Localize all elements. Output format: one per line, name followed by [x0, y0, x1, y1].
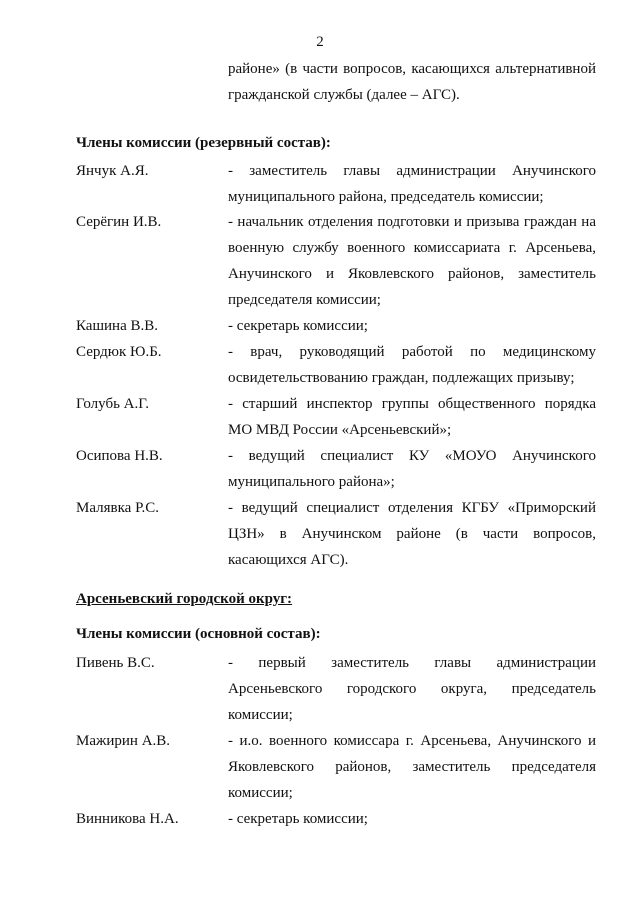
member-role: - секретарь комиссии;	[228, 811, 368, 827]
member-role: - ведущий специалист КУ «МОУО Анучинского муниципального района»;	[228, 448, 596, 490]
member-role: - ведущий специалист отделения КГБУ «Приморский ЦЗН» в Анучинском районе (в части вопросов, касающихся АГС).	[228, 500, 596, 568]
member-role: - врач, руководящий работой по медицинскому освидетельствованию граждан, подлежащих призыву;	[228, 344, 596, 386]
member-name: Пивень В.С.	[76, 655, 155, 671]
member-role: - заместитель главы администрации Анучинского муниципального района, председатель комиссии;	[228, 163, 596, 205]
member-name: Голубь А.Г.	[76, 396, 149, 412]
page-number: 2	[316, 34, 324, 50]
district-heading: Арсеньевский городской округ:	[76, 591, 293, 607]
member-role: - секретарь комиссии;	[228, 318, 368, 334]
section-heading-reserve: Члены комиссии (резервный состав):	[76, 135, 331, 151]
intro-continuation: районе» (в части вопросов, касающихся альтернативной гражданской службы (далее – АГС).	[228, 61, 596, 103]
section-heading-main: Члены комиссии (основной состав):	[76, 626, 321, 642]
member-name: Мажирин А.В.	[76, 733, 171, 749]
member-name: Кашина В.В.	[76, 318, 158, 334]
member-name: Осипова Н.В.	[76, 448, 163, 464]
member-role: - и.о. военного комиссара г. Арсеньева, Анучинского и Яковлевского районов, заместитель председателя комиссии;	[228, 733, 596, 801]
member-name: Янчук А.Я.	[76, 163, 149, 179]
member-name: Сердюк Ю.Б.	[76, 344, 162, 360]
member-name: Малявка Р.С.	[76, 500, 160, 516]
member-name: Винникова Н.А.	[76, 811, 179, 827]
member-name: Серёгин И.В.	[76, 214, 162, 230]
member-role: - старший инспектор группы общественного порядка МО МВД России «Арсеньевский»;	[228, 396, 596, 438]
member-role: - начальник отделения подготовки и призыва граждан на военную службу военного комиссариата г. Арсеньева, Анучинского и Яковлевского районов, заместитель председателя комиссии;	[228, 214, 596, 308]
member-role: - первый заместитель главы администрации Арсеньевского городского округа, председатель комиссии;	[228, 655, 596, 723]
